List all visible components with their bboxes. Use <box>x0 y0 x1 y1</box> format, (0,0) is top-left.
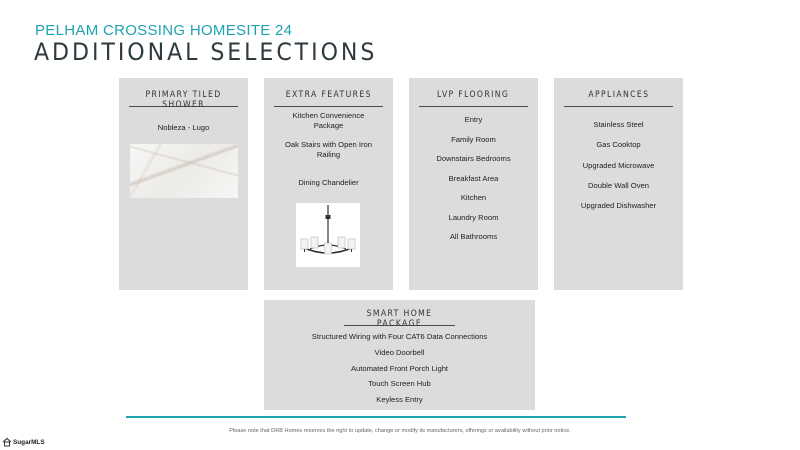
card-heading <box>564 90 673 107</box>
list-item: Family Room <box>451 134 496 144</box>
item-list <box>270 332 529 405</box>
item-list <box>125 123 242 133</box>
list-item: All Bathrooms <box>449 232 498 241</box>
list-item: Kitchen <box>460 193 487 202</box>
card-heading-label: APPLIANCES <box>587 90 649 100</box>
card-appliances <box>554 78 683 290</box>
card-heading-label: LVP FLOORING <box>437 90 510 100</box>
card-heading <box>419 90 528 107</box>
list-item: Oak Stairs with Open Iron Railing <box>285 140 372 159</box>
list-item: Upgraded Microwave <box>582 160 655 170</box>
card-heading-label: EXTRA FEATURES <box>285 90 372 100</box>
footer-divider <box>126 416 626 418</box>
list-item: Video Doorbell <box>374 347 425 357</box>
list-item: Dining Chandelier <box>298 178 359 187</box>
card-smart-home-package <box>264 300 535 410</box>
item-list <box>415 115 532 242</box>
chandelier-image <box>296 203 360 267</box>
list-item: Laundry Room <box>448 212 499 222</box>
card-primary-tiled-shower <box>119 78 248 290</box>
item-list <box>560 120 677 211</box>
item-list <box>270 111 387 188</box>
list-item: Stainless Steel <box>593 120 644 129</box>
card-heading <box>344 309 455 329</box>
list-item: Gas Cooktop <box>596 140 641 150</box>
card-heading <box>129 90 238 110</box>
card-lvp-flooring <box>409 78 538 290</box>
card-heading-label: SMART HOME PACKAGE <box>366 309 433 329</box>
list-item: Automated Front Porch Light <box>350 363 449 373</box>
sugarmls-logo <box>2 436 45 448</box>
page-title: ADDITIONAL SELECTIONS <box>34 38 378 66</box>
list-item: Downstairs Bedrooms <box>436 154 511 163</box>
card-heading-label: PRIMARY TILED SHOWER <box>145 90 222 110</box>
chandelier-icon <box>296 203 360 267</box>
card-heading <box>274 90 383 107</box>
list-item: Kitchen Convenience Package <box>292 111 365 130</box>
marble-tile-image <box>130 144 238 198</box>
list-item: Keyless Entry <box>376 395 423 405</box>
card-extra-features <box>264 78 393 290</box>
list-item: Structured Wiring with Four CAT6 Data Connections <box>311 332 488 341</box>
list-item: Touch Screen Hub <box>368 379 431 389</box>
house-icon <box>2 437 12 447</box>
disclaimer-note: Please note that DRB Homes reserves the right to update, change or modify its manufacturers, offerings or availability without prior notice. <box>229 428 571 434</box>
list-item: Upgraded Dishwasher <box>580 201 657 211</box>
list-item: Nobleza - Lugo <box>157 123 210 132</box>
logo-text: SugarMLS <box>13 438 45 446</box>
list-item: Breakfast Area <box>448 173 499 183</box>
list-item: Double Wall Oven <box>588 180 649 190</box>
page-subtitle: PELHAM CROSSING HOMESITE 24 <box>35 22 293 39</box>
list-item: Entry <box>464 115 483 124</box>
